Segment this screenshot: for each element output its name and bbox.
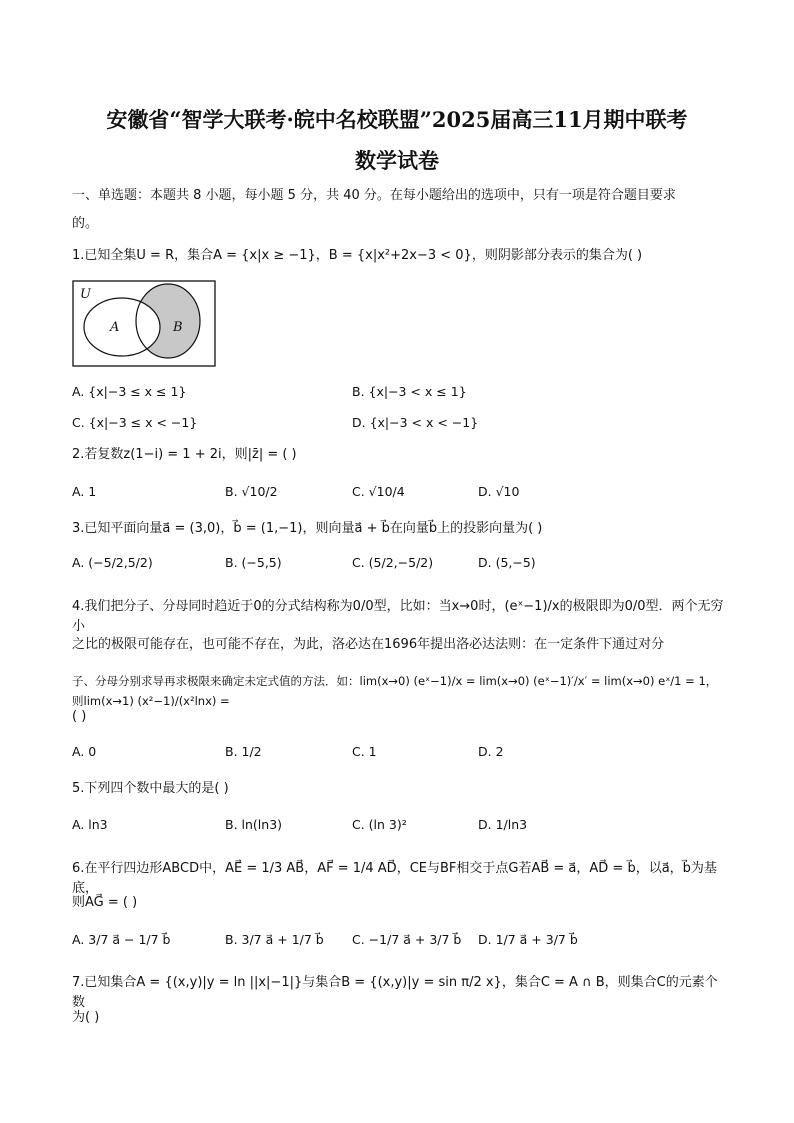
q1-option-a[interactable]: A. {x|−3 ≤ x ≤ 1}	[72, 384, 187, 399]
section-instruction-line2: 的。	[72, 216, 99, 231]
question-7-stem-line2: 为( )	[72, 1010, 100, 1025]
q3-option-a[interactable]: A. (−5/2,5/2)	[72, 555, 153, 570]
q6-option-a[interactable]: A. 3/7 a⃗ − 1/7 b⃗	[72, 932, 171, 947]
question-6-options	[72, 930, 732, 950]
question-2-stem: 2.若复数z(1−i) = 1 + 2i，则|z̄| = ( )	[72, 447, 297, 462]
q5-option-b[interactable]: B. ln(ln3)	[225, 817, 283, 832]
q6-option-d[interactable]: D. 1/7 a⃗ + 3/7 b⃗	[478, 932, 578, 947]
set-a-label: A	[110, 320, 120, 335]
question-5-options	[72, 815, 732, 835]
q2-option-d[interactable]: D. √10	[478, 484, 520, 499]
q2-option-c[interactable]: C. √10/4	[352, 484, 405, 499]
question-1-options-row-1	[72, 382, 732, 402]
q4-option-a[interactable]: A. 0	[72, 744, 97, 759]
question-6-stem-line2: 则AG⃗ = ( )	[72, 895, 138, 910]
q3-option-b[interactable]: B. (−5,5)	[225, 555, 282, 570]
question-7-stem-line1: 7.已知集合A = {(x,y)|y = ln ||x|−1|}与集合B = {(x,y)|y = sin π/2 x}，集合C = A ∩ B，则集合C的元素个数	[72, 975, 718, 1010]
q6-option-b[interactable]: B. 3/7 a⃗ + 1/7 b⃗	[225, 932, 324, 947]
question-1-stem: 1.已知全集U = R，集合A = {x|x ≥ −1}，B = {x|x²+2x−3 < 0}，则阴影部分表示的集合为( )	[72, 248, 643, 263]
question-4-options	[72, 742, 732, 762]
question-3-options	[72, 553, 732, 573]
q4-option-b[interactable]: B. 1/2	[225, 744, 262, 759]
exam-title: 安徽省“智学大联考·皖中名校联盟”2025届高三11月期中联考	[106, 107, 688, 132]
question-5-stem: 5.下列四个数中最大的是( )	[72, 781, 229, 796]
question-4-stem-line4: ( )	[72, 709, 87, 724]
question-3-stem: 3.已知平面向量a⃗ = (3,0)，b⃗ = (1,−1)，则向量a⃗ + b⃗在向量b⃗上的投影向量为( )	[72, 521, 543, 536]
q5-option-a[interactable]: A. ln3	[72, 817, 108, 832]
q4-option-c[interactable]: C. 1	[352, 744, 377, 759]
universe-label: U	[80, 287, 91, 302]
q1-option-b[interactable]: B. {x|−3 < x ≤ 1}	[352, 384, 467, 399]
q1-option-c[interactable]: C. {x|−3 ≤ x < −1}	[72, 415, 198, 430]
question-4-stem-line3: 子、分母分别求导再求极限来确定未定式值的方法．如：lim(x→0) (eˣ−1)/x = lim(x→0) (eˣ−1)′/x′ = lim(x→0) eˣ/1 = 1，则lim(x→1) (x²−1)/(x²lnx) =	[72, 674, 718, 708]
question-4-stem-line1: 4.我们把分子、分母同时趋近于0的分式结构称为0/0型，比如：当x→0时，(eˣ−1)/x的极限即为0/0型．两个无穷小	[72, 599, 724, 634]
q1-option-d[interactable]: D. {x|−3 < x < −1}	[352, 415, 479, 430]
exam-subtitle: 数学试卷	[355, 148, 439, 173]
q3-option-c[interactable]: C. (5/2,−5/2)	[352, 555, 434, 570]
venn-diagram	[72, 280, 217, 368]
q6-option-c[interactable]: C. −1/7 a⃗ + 3/7 b⃗	[352, 932, 462, 947]
section-instruction-line1: 一、单选题：本题共 8 小题，每小题 5 分，共 40 分。在每小题给出的选项中，只有一项是符合题目要求	[72, 188, 676, 203]
question-4-stem-line2: 之比的极限可能存在，也可能不存在，为此，洛必达在1696年提出洛必达法则：在一定条件下通过对分	[72, 637, 665, 652]
q2-option-b[interactable]: B. √10/2	[225, 484, 278, 499]
q4-option-d[interactable]: D. 2	[478, 744, 504, 759]
q2-option-a[interactable]: A. 1	[72, 484, 97, 499]
q3-option-d[interactable]: D. (5,−5)	[478, 555, 536, 570]
q5-option-d[interactable]: D. 1/ln3	[478, 817, 528, 832]
q5-option-c[interactable]: C. (ln 3)²	[352, 817, 407, 832]
question-6-stem-line1: 6.在平行四边形ABCD中，AE⃗ = 1/3 AB⃗，AF⃗ = 1/4 AD⃗，CE与BF相交于点G若AB⃗ = a⃗，AD⃗ = b⃗，以a⃗，b⃗为基底，	[72, 861, 717, 896]
question-2-options	[72, 482, 732, 502]
question-1-options-row-2	[72, 413, 732, 433]
set-b-label: B	[173, 320, 183, 335]
